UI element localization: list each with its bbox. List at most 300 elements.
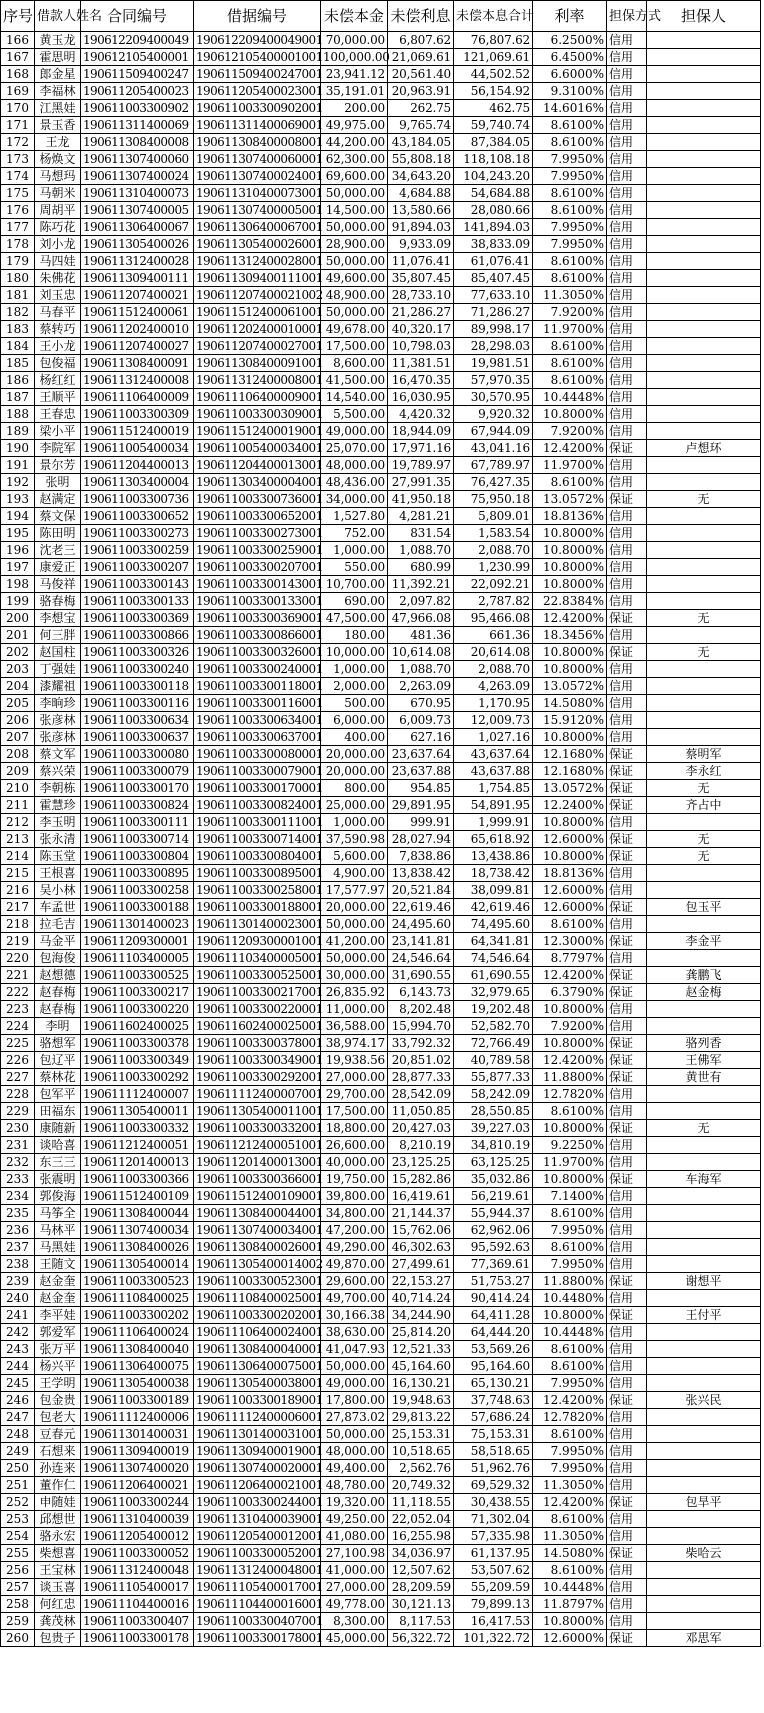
cell-borrower: 王顺平 xyxy=(35,389,81,406)
cell-principal: 49,678.00 xyxy=(321,321,388,338)
cell-guarantor: 无 xyxy=(647,848,761,865)
cell-receipt-no: 190611112400006001 xyxy=(194,1409,321,1426)
cell-guarantee-type: 信用 xyxy=(607,882,647,899)
table-row xyxy=(1,1035,761,1052)
cell-guarantor xyxy=(647,202,761,219)
cell-principal: 1,000.00 xyxy=(321,814,388,831)
cell-interest: 29,891.95 xyxy=(388,797,454,814)
col-header-seq: 序号 xyxy=(1,1,35,32)
cell-receipt-no: 190611205400023001 xyxy=(194,83,321,100)
cell-guarantee-type: 信用 xyxy=(607,304,647,321)
cell-total: 28,550.85 xyxy=(454,1103,533,1120)
cell-guarantor xyxy=(647,253,761,270)
cell-guarantor xyxy=(647,304,761,321)
cell-borrower: 漆耀祖 xyxy=(35,678,81,695)
cell-guarantor xyxy=(647,1154,761,1171)
cell-total: 1,170.95 xyxy=(454,695,533,712)
cell-receipt-no: 190611307400020001 xyxy=(194,1460,321,1477)
cell-borrower: 邱想世 xyxy=(35,1511,81,1528)
cell-receipt-no: 190611201400013001 xyxy=(194,1154,321,1171)
cell-seq: 241 xyxy=(1,1307,35,1324)
cell-guarantee-type: 信用 xyxy=(607,423,647,440)
cell-total: 38,099.81 xyxy=(454,882,533,899)
cell-contract-no: 190611202400010 xyxy=(81,321,194,338)
cell-receipt-no: 190611003300525001 xyxy=(194,967,321,984)
cell-borrower: 蔡林花 xyxy=(35,1069,81,1086)
cell-total: 75,950.18 xyxy=(454,491,533,508)
cell-rate: 11.8800% xyxy=(533,1069,607,1086)
cell-guarantor xyxy=(647,1579,761,1596)
cell-rate: 8.6100% xyxy=(533,1341,607,1358)
cell-guarantor xyxy=(647,1256,761,1273)
cell-borrower: 张彦林 xyxy=(35,729,81,746)
cell-seq: 166 xyxy=(1,32,35,49)
cell-contract-no: 190611306400067 xyxy=(81,219,194,236)
cell-rate: 18.8136% xyxy=(533,865,607,882)
cell-rate: 11.3050% xyxy=(533,1477,607,1494)
cell-guarantor xyxy=(647,185,761,202)
cell-contract-no: 190611003300326 xyxy=(81,644,194,661)
cell-seq: 187 xyxy=(1,389,35,406)
cell-principal: 41,000.00 xyxy=(321,1562,388,1579)
cell-rate: 8.6100% xyxy=(533,1426,607,1443)
cell-total: 42,619.46 xyxy=(454,899,533,916)
cell-seq: 256 xyxy=(1,1562,35,1579)
table-row xyxy=(1,1103,761,1120)
cell-guarantee-type: 信用 xyxy=(607,1443,647,1460)
cell-guarantor xyxy=(647,661,761,678)
cell-guarantor xyxy=(647,321,761,338)
cell-guarantee-type: 信用 xyxy=(607,1511,647,1528)
cell-total: 51,962.76 xyxy=(454,1460,533,1477)
cell-principal: 23,941.12 xyxy=(321,66,388,83)
cell-principal: 29,700.00 xyxy=(321,1086,388,1103)
cell-interest: 12,521.33 xyxy=(388,1341,454,1358)
cell-contract-no: 190611303400004 xyxy=(81,474,194,491)
cell-total: 1,230.99 xyxy=(454,559,533,576)
cell-rate: 18.3456% xyxy=(533,627,607,644)
cell-guarantor xyxy=(647,1018,761,1035)
cell-rate: 7.9950% xyxy=(533,168,607,185)
cell-rate: 11.9700% xyxy=(533,321,607,338)
cell-rate: 6.2500% xyxy=(533,32,607,49)
cell-receipt-no: 190611112400007001 xyxy=(194,1086,321,1103)
cell-seq: 255 xyxy=(1,1545,35,1562)
cell-contract-no: 190611602400025 xyxy=(81,1018,194,1035)
cell-interest: 40,714.24 xyxy=(388,1290,454,1307)
table-row xyxy=(1,1086,761,1103)
table-row xyxy=(1,831,761,848)
cell-rate: 8.6100% xyxy=(533,338,607,355)
cell-guarantee-type: 信用 xyxy=(607,542,647,559)
cell-receipt-no: 190611003300736001 xyxy=(194,491,321,508)
cell-receipt-no: 190611312400048001 xyxy=(194,1562,321,1579)
cell-interest: 6,807.62 xyxy=(388,32,454,49)
cell-seq: 190 xyxy=(1,440,35,457)
cell-seq: 253 xyxy=(1,1511,35,1528)
table-row xyxy=(1,389,761,406)
cell-seq: 170 xyxy=(1,100,35,117)
cell-guarantee-type: 信用 xyxy=(607,151,647,168)
cell-total: 661.36 xyxy=(454,627,533,644)
table-row xyxy=(1,253,761,270)
cell-seq: 212 xyxy=(1,814,35,831)
cell-interest: 10,614.08 xyxy=(388,644,454,661)
cell-borrower: 吴小林 xyxy=(35,882,81,899)
cell-interest: 41,950.18 xyxy=(388,491,454,508)
cell-borrower: 赵春梅 xyxy=(35,1001,81,1018)
table-row xyxy=(1,1171,761,1188)
cell-borrower: 马林平 xyxy=(35,1222,81,1239)
cell-guarantor xyxy=(647,678,761,695)
cell-borrower: 刘小龙 xyxy=(35,236,81,253)
cell-receipt-no: 190611106400024001 xyxy=(194,1324,321,1341)
cell-guarantor: 李永红 xyxy=(647,763,761,780)
cell-guarantor xyxy=(647,729,761,746)
cell-guarantor xyxy=(647,134,761,151)
cell-seq: 188 xyxy=(1,406,35,423)
cell-guarantor xyxy=(647,1426,761,1443)
cell-seq: 224 xyxy=(1,1018,35,1035)
cell-principal: 800.00 xyxy=(321,780,388,797)
cell-total: 18,738.42 xyxy=(454,865,533,882)
cell-guarantee-type: 信用 xyxy=(607,117,647,134)
cell-guarantee-type: 信用 xyxy=(607,1324,647,1341)
cell-guarantor xyxy=(647,1188,761,1205)
cell-contract-no: 190611003300079 xyxy=(81,763,194,780)
cell-guarantor xyxy=(647,712,761,729)
cell-seq: 183 xyxy=(1,321,35,338)
cell-contract-no: 190611301400023 xyxy=(81,916,194,933)
cell-principal: 44,200.00 xyxy=(321,134,388,151)
cell-total: 1,583.54 xyxy=(454,525,533,542)
cell-total: 39,227.03 xyxy=(454,1120,533,1137)
cell-guarantor xyxy=(647,423,761,440)
cell-contract-no: 190611509400247 xyxy=(81,66,194,83)
cell-guarantee-type: 信用 xyxy=(607,1375,647,1392)
cell-rate: 12.3000% xyxy=(533,933,607,950)
table-row xyxy=(1,1239,761,1256)
cell-guarantor xyxy=(647,1086,761,1103)
cell-interest: 11,118.55 xyxy=(388,1494,454,1511)
cell-receipt-no: 190611305400038001 xyxy=(194,1375,321,1392)
cell-principal: 14,540.00 xyxy=(321,389,388,406)
cell-guarantee-type: 保证 xyxy=(607,644,647,661)
cell-seq: 246 xyxy=(1,1392,35,1409)
cell-interest: 35,807.45 xyxy=(388,270,454,287)
cell-borrower: 王小龙 xyxy=(35,338,81,355)
cell-borrower: 马四娃 xyxy=(35,253,81,270)
cell-principal: 50,000.00 xyxy=(321,253,388,270)
cell-guarantor: 无 xyxy=(647,610,761,627)
cell-borrower: 何三胖 xyxy=(35,627,81,644)
cell-rate: 10.4448% xyxy=(533,389,607,406)
cell-principal: 6,000.00 xyxy=(321,712,388,729)
cell-seq: 202 xyxy=(1,644,35,661)
cell-total: 34,810.19 xyxy=(454,1137,533,1154)
cell-borrower: 沈老三 xyxy=(35,542,81,559)
cell-seq: 186 xyxy=(1,372,35,389)
cell-contract-no: 190611003300052 xyxy=(81,1545,194,1562)
table-row xyxy=(1,508,761,525)
cell-seq: 225 xyxy=(1,1035,35,1052)
cell-seq: 222 xyxy=(1,984,35,1001)
cell-guarantor xyxy=(647,457,761,474)
cell-borrower: 康爱正 xyxy=(35,559,81,576)
cell-principal: 500.00 xyxy=(321,695,388,712)
cell-principal: 20,000.00 xyxy=(321,746,388,763)
cell-receipt-no: 190611207400021002 xyxy=(194,287,321,304)
cell-principal: 30,000.00 xyxy=(321,967,388,984)
cell-seq: 176 xyxy=(1,202,35,219)
cell-principal: 69,600.00 xyxy=(321,168,388,185)
table-row xyxy=(1,1307,761,1324)
cell-guarantee-type: 保证 xyxy=(607,984,647,1001)
cell-rate: 11.9700% xyxy=(533,1154,607,1171)
cell-total: 1,027.16 xyxy=(454,729,533,746)
cell-guarantor xyxy=(647,1358,761,1375)
cell-principal: 25,000.00 xyxy=(321,797,388,814)
cell-borrower: 郎金星 xyxy=(35,66,81,83)
table-row xyxy=(1,1137,761,1154)
cell-receipt-no: 190611003300133001 xyxy=(194,593,321,610)
cell-borrower: 拉毛吉 xyxy=(35,916,81,933)
cell-total: 63,125.25 xyxy=(454,1154,533,1171)
cell-contract-no: 190611312400048 xyxy=(81,1562,194,1579)
cell-principal: 41,080.00 xyxy=(321,1528,388,1545)
cell-interest: 24,546.64 xyxy=(388,950,454,967)
table-row xyxy=(1,202,761,219)
cell-interest: 34,643.20 xyxy=(388,168,454,185)
cell-seq: 231 xyxy=(1,1137,35,1154)
cell-guarantor: 赵金梅 xyxy=(647,984,761,1001)
cell-rate: 12.6000% xyxy=(533,831,607,848)
cell-principal: 19,938.56 xyxy=(321,1052,388,1069)
cell-rate: 7.9950% xyxy=(533,236,607,253)
cell-principal: 11,000.00 xyxy=(321,1001,388,1018)
table-row xyxy=(1,559,761,576)
cell-interest: 91,894.03 xyxy=(388,219,454,236)
cell-seq: 216 xyxy=(1,882,35,899)
cell-guarantor xyxy=(647,338,761,355)
cell-total: 64,341.81 xyxy=(454,933,533,950)
cell-total: 1,754.85 xyxy=(454,780,533,797)
cell-interest: 21,286.27 xyxy=(388,304,454,321)
cell-receipt-no: 190611003300523001 xyxy=(194,1273,321,1290)
cell-guarantee-type: 信用 xyxy=(607,712,647,729)
cell-seq: 240 xyxy=(1,1290,35,1307)
cell-guarantor: 李金平 xyxy=(647,933,761,950)
cell-total: 61,076.41 xyxy=(454,253,533,270)
cell-contract-no: 190611003300207 xyxy=(81,559,194,576)
cell-contract-no: 190611205400012 xyxy=(81,1528,194,1545)
cell-total: 38,833.09 xyxy=(454,236,533,253)
cell-total: 71,286.27 xyxy=(454,304,533,321)
cell-total: 76,807.62 xyxy=(454,32,533,49)
cell-interest: 13,580.66 xyxy=(388,202,454,219)
cell-principal: 62,300.00 xyxy=(321,151,388,168)
cell-guarantee-type: 信用 xyxy=(607,1562,647,1579)
cell-guarantee-type: 保证 xyxy=(607,933,647,950)
cell-principal: 550.00 xyxy=(321,559,388,576)
cell-receipt-no: 190611003300273001 xyxy=(194,525,321,542)
cell-receipt-no: 190611104400016001 xyxy=(194,1596,321,1613)
cell-rate: 10.8000% xyxy=(533,542,607,559)
cell-receipt-no: 190611308400008001 xyxy=(194,134,321,151)
cell-guarantee-type: 信用 xyxy=(607,1001,647,1018)
cell-total: 79,899.13 xyxy=(454,1596,533,1613)
cell-receipt-no: 190611306400075001 xyxy=(194,1358,321,1375)
cell-receipt-no: 190611207400027001 xyxy=(194,338,321,355)
cell-guarantee-type: 信用 xyxy=(607,270,647,287)
cell-receipt-no: 190611307400060001 xyxy=(194,151,321,168)
cell-contract-no: 190612209400049 xyxy=(81,32,194,49)
cell-borrower: 马金平 xyxy=(35,933,81,950)
table-row xyxy=(1,525,761,542)
cell-receipt-no: 190611205400012001 xyxy=(194,1528,321,1545)
cell-principal: 4,900.00 xyxy=(321,865,388,882)
cell-receipt-no: 190611003300170001 xyxy=(194,780,321,797)
cell-receipt-no: 190611106400009001 xyxy=(194,389,321,406)
cell-principal: 200.00 xyxy=(321,100,388,117)
table-row xyxy=(1,865,761,882)
cell-receipt-no: 190611303400004001 xyxy=(194,474,321,491)
cell-seq: 234 xyxy=(1,1188,35,1205)
cell-contract-no: 190611308400091 xyxy=(81,355,194,372)
cell-principal: 100,000.00 xyxy=(321,49,388,66)
cell-seq: 244 xyxy=(1,1358,35,1375)
cell-principal: 48,000.00 xyxy=(321,1443,388,1460)
table-row xyxy=(1,1290,761,1307)
cell-rate: 8.7797% xyxy=(533,950,607,967)
table-row xyxy=(1,916,761,933)
cell-borrower: 李朝栋 xyxy=(35,780,81,797)
cell-guarantor: 王佛军 xyxy=(647,1052,761,1069)
cell-borrower: 张彦林 xyxy=(35,712,81,729)
col-header-rate: 利率 xyxy=(533,1,607,32)
cell-total: 67,944.09 xyxy=(454,423,533,440)
cell-principal: 25,070.00 xyxy=(321,440,388,457)
cell-principal: 50,000.00 xyxy=(321,185,388,202)
cell-contract-no: 190611003300407 xyxy=(81,1613,194,1630)
cell-interest: 8,202.48 xyxy=(388,1001,454,1018)
cell-principal: 45,000.00 xyxy=(321,1630,388,1647)
cell-borrower: 申随娃 xyxy=(35,1494,81,1511)
cell-seq: 221 xyxy=(1,967,35,984)
cell-guarantee-type: 信用 xyxy=(607,66,647,83)
cell-guarantee-type: 信用 xyxy=(607,457,647,474)
cell-borrower: 王根喜 xyxy=(35,865,81,882)
cell-guarantee-type: 保证 xyxy=(607,491,647,508)
cell-contract-no: 190611003300133 xyxy=(81,593,194,610)
cell-borrower: 包贵子 xyxy=(35,1630,81,1647)
cell-guarantor xyxy=(647,627,761,644)
table-row xyxy=(1,117,761,134)
cell-guarantor xyxy=(647,168,761,185)
cell-contract-no: 190611003300714 xyxy=(81,831,194,848)
cell-seq: 179 xyxy=(1,253,35,270)
cell-receipt-no: 190611309400111001 xyxy=(194,270,321,287)
cell-total: 43,637.88 xyxy=(454,763,533,780)
cell-guarantee-type: 保证 xyxy=(607,1069,647,1086)
cell-rate: 7.9950% xyxy=(533,1256,607,1273)
cell-total: 44,502.52 xyxy=(454,66,533,83)
cell-interest: 22,052.04 xyxy=(388,1511,454,1528)
cell-seq: 217 xyxy=(1,899,35,916)
cell-total: 121,069.61 xyxy=(454,49,533,66)
cell-guarantor xyxy=(647,1137,761,1154)
cell-seq: 215 xyxy=(1,865,35,882)
cell-receipt-no: 190611512400019001 xyxy=(194,423,321,440)
cell-principal: 49,000.00 xyxy=(321,423,388,440)
table-row xyxy=(1,491,761,508)
cell-borrower: 王龙 xyxy=(35,134,81,151)
cell-total: 2,088.70 xyxy=(454,661,533,678)
table-row xyxy=(1,729,761,746)
cell-rate: 15.9120% xyxy=(533,712,607,729)
cell-rate: 11.3050% xyxy=(533,1528,607,1545)
cell-guarantor: 无 xyxy=(647,780,761,797)
cell-principal: 48,780.00 xyxy=(321,1477,388,1494)
cell-total: 71,302.04 xyxy=(454,1511,533,1528)
cell-seq: 169 xyxy=(1,83,35,100)
cell-interest: 627.16 xyxy=(388,729,454,746)
cell-borrower: 李明 xyxy=(35,1018,81,1035)
cell-rate: 10.8000% xyxy=(533,559,607,576)
cell-guarantor xyxy=(647,525,761,542)
cell-borrower: 赵想德 xyxy=(35,967,81,984)
cell-guarantee-type: 信用 xyxy=(607,32,647,49)
cell-interest: 47,966.08 xyxy=(388,610,454,627)
cell-receipt-no: 190611204400013001 xyxy=(194,457,321,474)
table-row xyxy=(1,780,761,797)
cell-interest: 7,838.86 xyxy=(388,848,454,865)
cell-principal: 8,300.00 xyxy=(321,1613,388,1630)
cell-rate: 10.8000% xyxy=(533,1001,607,1018)
cell-interest: 4,684.88 xyxy=(388,185,454,202)
cell-contract-no: 190611207400021 xyxy=(81,287,194,304)
cell-receipt-no: 190611003300407001 xyxy=(194,1613,321,1630)
cell-rate: 8.6100% xyxy=(533,916,607,933)
cell-contract-no: 190611205400023 xyxy=(81,83,194,100)
cell-guarantee-type: 信用 xyxy=(607,185,647,202)
cell-contract-no: 190611003300189 xyxy=(81,1392,194,1409)
cell-interest: 20,561.40 xyxy=(388,66,454,83)
cell-total: 19,981.51 xyxy=(454,355,533,372)
cell-rate: 12.1680% xyxy=(533,746,607,763)
cell-contract-no: 190611003300143 xyxy=(81,576,194,593)
col-header-borrower: 借款人姓名 xyxy=(35,1,81,32)
cell-guarantee-type: 保证 xyxy=(607,1494,647,1511)
cell-borrower: 石想来 xyxy=(35,1443,81,1460)
table-row xyxy=(1,406,761,423)
cell-guarantee-type: 信用 xyxy=(607,1613,647,1630)
cell-guarantor xyxy=(647,1409,761,1426)
cell-principal: 28,900.00 xyxy=(321,236,388,253)
cell-seq: 192 xyxy=(1,474,35,491)
cell-contract-no: 190611307400024 xyxy=(81,168,194,185)
table-row xyxy=(1,882,761,899)
cell-seq: 247 xyxy=(1,1409,35,1426)
cell-receipt-no: 190611003300634001 xyxy=(194,712,321,729)
cell-seq: 258 xyxy=(1,1596,35,1613)
cell-contract-no: 190611003300217 xyxy=(81,984,194,1001)
cell-principal: 49,000.00 xyxy=(321,1375,388,1392)
table-row xyxy=(1,1154,761,1171)
cell-interest: 56,322.72 xyxy=(388,1630,454,1647)
cell-interest: 55,808.18 xyxy=(388,151,454,168)
table-row xyxy=(1,83,761,100)
